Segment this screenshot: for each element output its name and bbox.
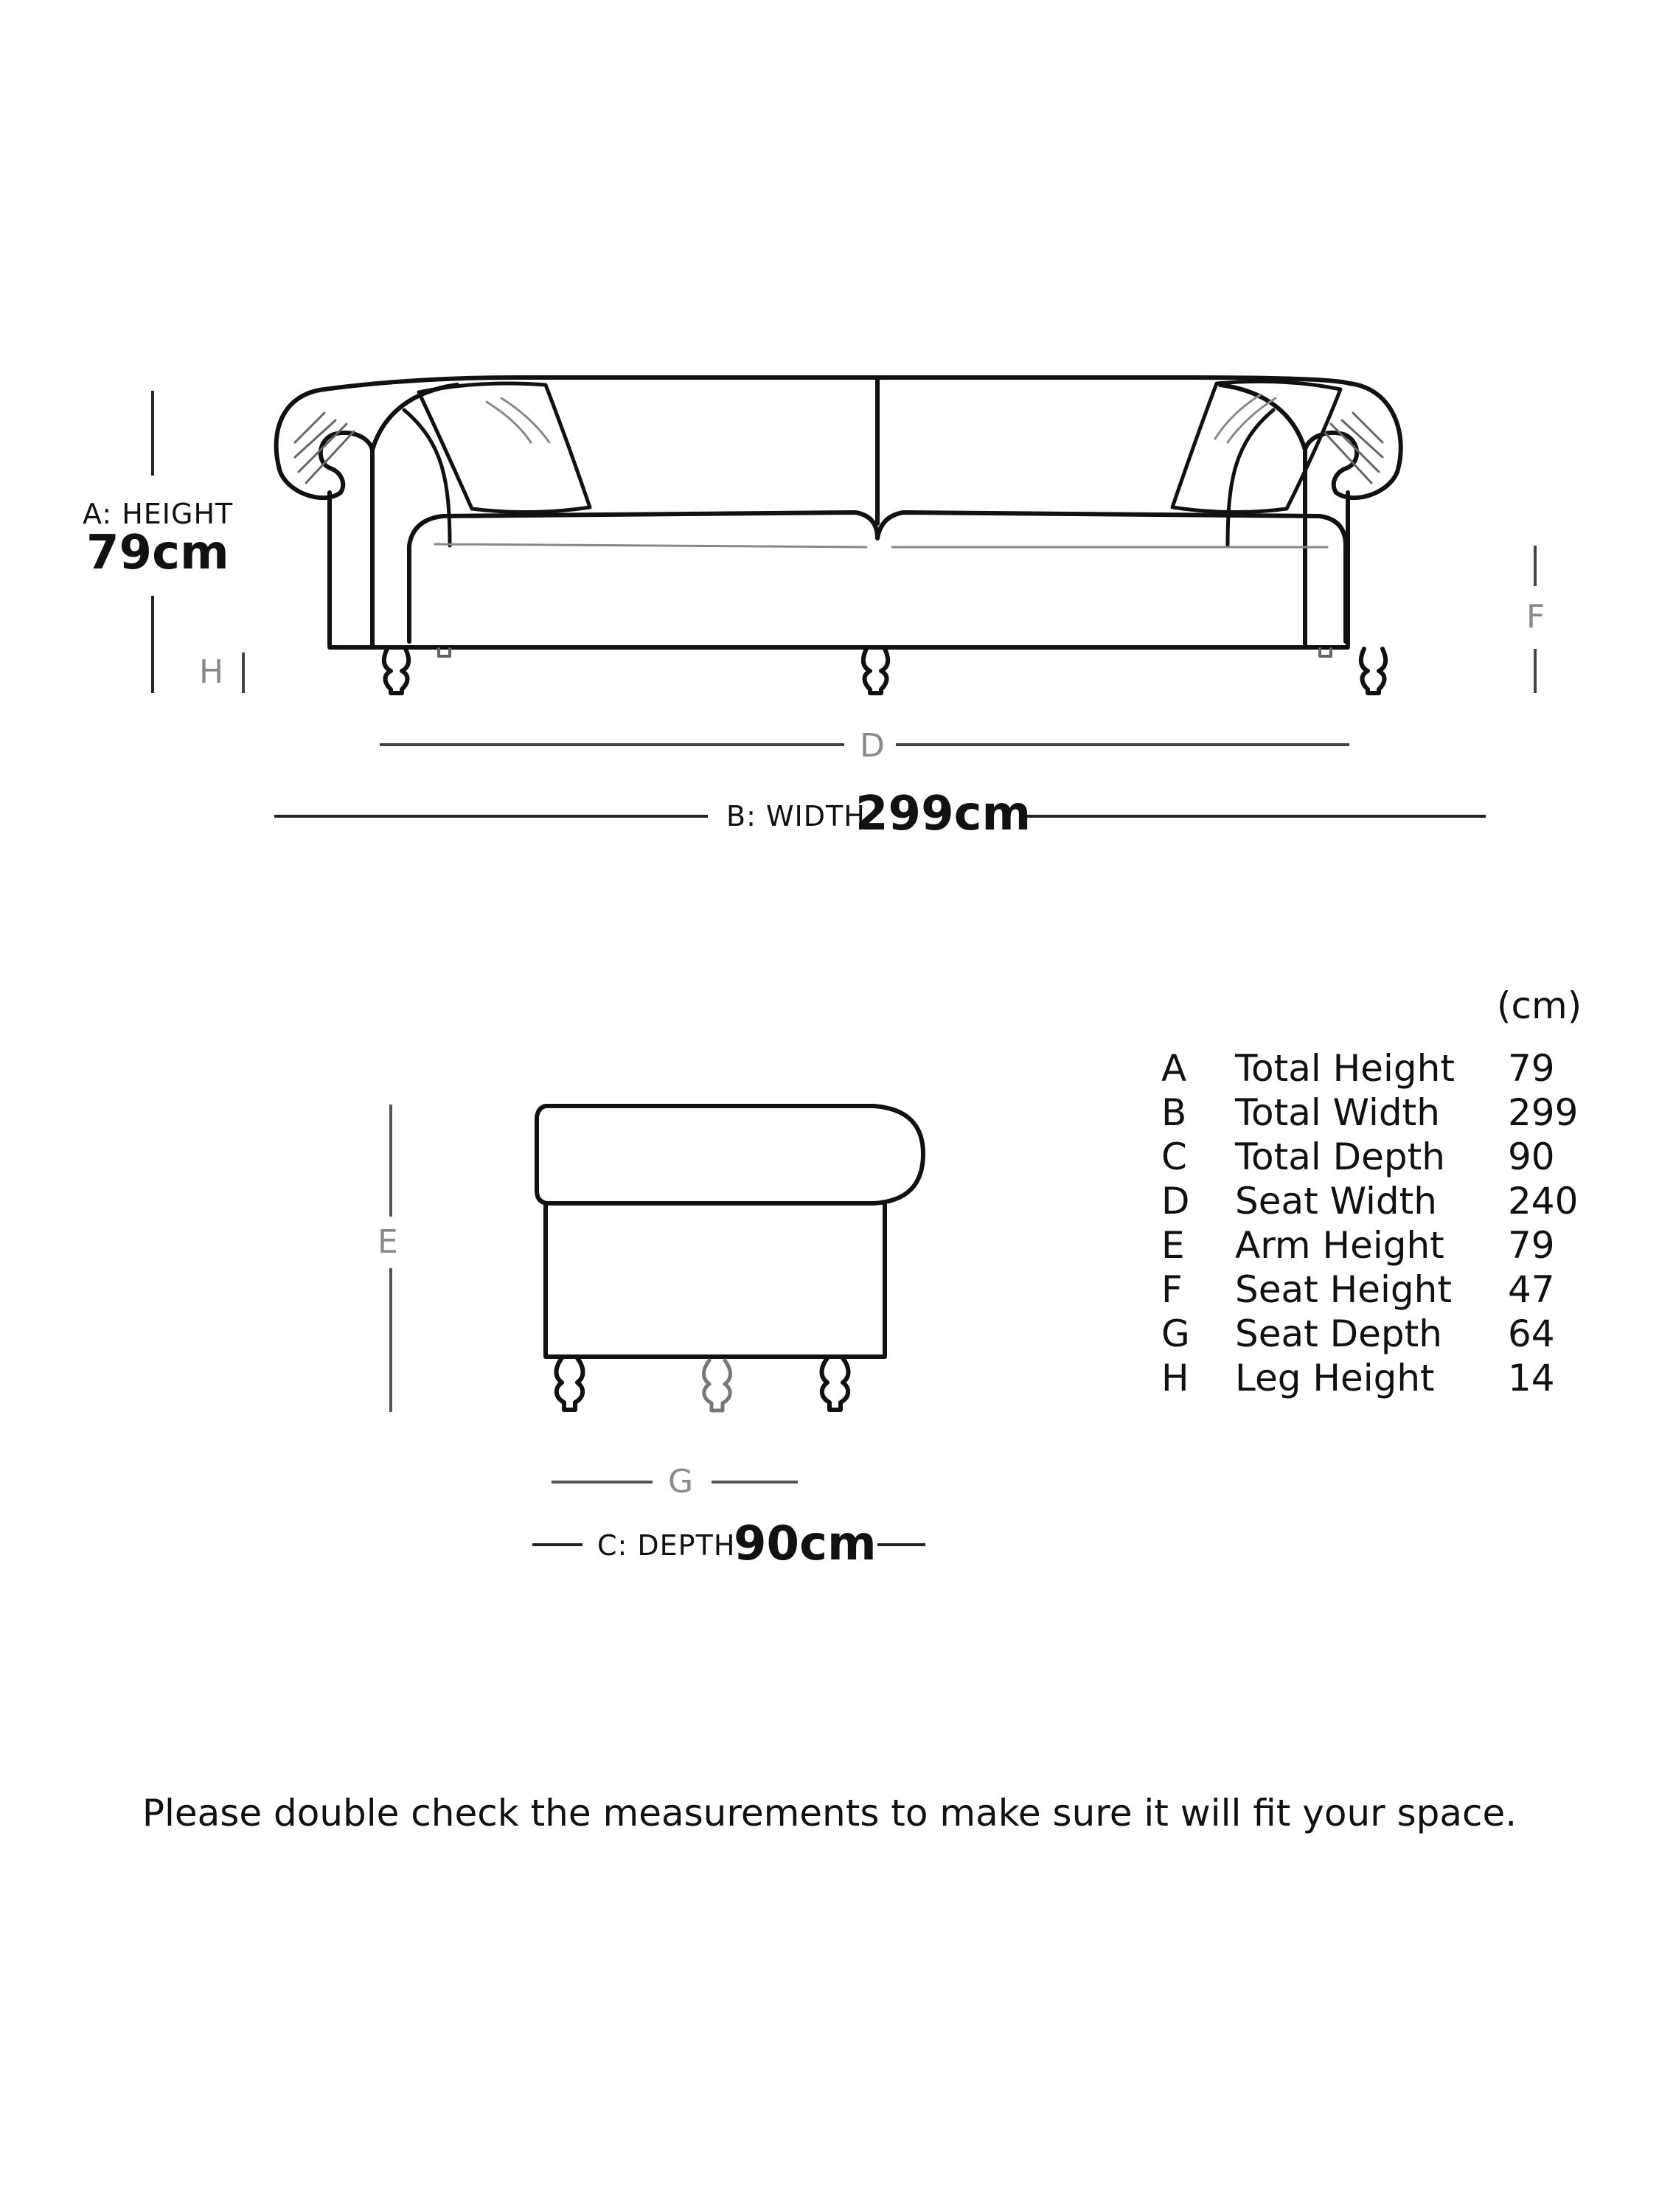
spec-code: C [1161,1135,1187,1178]
spec-code: D [1161,1180,1190,1222]
seat-depth-letter: G [668,1463,694,1500]
spec-name: Total Depth [1235,1135,1445,1178]
depth-label: C: DEPTH [597,1529,736,1562]
width-value: 299cm [855,787,1032,841]
spec-code: B [1161,1091,1187,1134]
height-label: A: HEIGHT [83,498,234,530]
spec-value: 14 [1508,1357,1555,1399]
spec-name: Total Width [1235,1091,1440,1134]
front-legs [384,649,1385,693]
spec-code: F [1161,1268,1183,1311]
spec-name: Total Height [1235,1047,1455,1090]
seat-width-letter: D [860,727,885,765]
spec-value: 47 [1508,1268,1555,1311]
seat-height-letter: F [1526,598,1545,636]
spec-code: A [1161,1047,1187,1090]
leg-height-letter: H [199,653,224,691]
spec-unit-label: (cm) [1497,984,1582,1027]
spec-value: 79 [1508,1047,1555,1090]
spec-code: E [1161,1224,1185,1267]
spec-code: G [1161,1312,1190,1355]
spec-value: 299 [1508,1091,1579,1134]
spec-name: Seat Width [1235,1180,1437,1222]
spec-value: 64 [1508,1312,1555,1355]
sofa-front-view [276,378,1401,693]
height-value: 79cm [86,526,229,580]
spec-name: Seat Depth [1235,1312,1442,1355]
arm-height-letter: E [378,1223,398,1261]
spec-name: Seat Height [1235,1268,1452,1311]
depth-value: 90cm [734,1517,877,1571]
spec-value: 240 [1508,1180,1579,1222]
spec-value: 90 [1508,1135,1555,1178]
side-dimension-lines [391,1105,925,1545]
spec-name: Leg Height [1235,1357,1435,1399]
side-legs [557,1358,849,1411]
front-dimension-lines [153,391,1535,816]
width-label: B: WIDTH [726,800,866,832]
sofa-side-view [537,1106,923,1411]
spec-name: Arm Height [1235,1224,1444,1267]
spec-code: H [1161,1357,1189,1399]
spec-value: 79 [1508,1224,1555,1267]
fit-reminder-note: Please double check the measurements to make sure it will fit your space. [142,1792,1517,1834]
